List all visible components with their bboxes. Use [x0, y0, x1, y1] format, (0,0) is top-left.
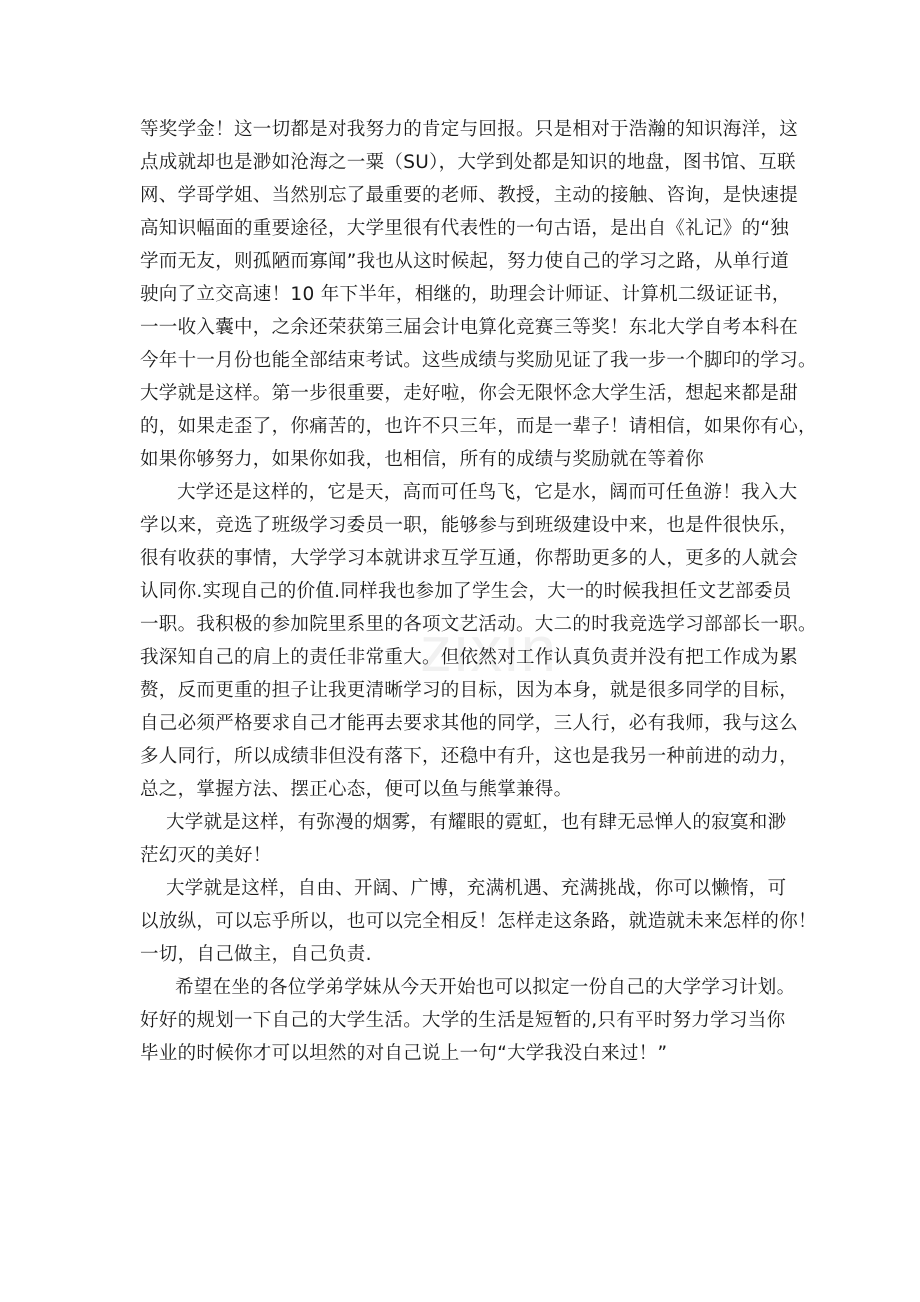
watermark: zixin [420, 613, 559, 685]
body-line: 认同你.实现自己的价值.同样我也参加了学生会，大一的时候我担任文艺部委员 [140, 581, 792, 602]
body-line: 等奖学金！这一切都是对我努力的肯定与回报。只是相对于浩瀚的知识海洋，这 [140, 119, 799, 140]
paragraph-first-line: 大学还是这样的，它是天，高而可任鸟飞，它是水，阔而可任鱼游！我入大 [177, 482, 798, 503]
body-line: 总之，掌握方法、摆正心态，便可以鱼与熊掌兼得。 [140, 779, 573, 800]
paragraph-first-line: 大学就是这样，有弥漫的烟雾，有耀眼的霓虹，也有肆无忌惮人的寂寞和渺 [166, 812, 787, 833]
body-line: 自己必须严格要求自己才能再去要求其他的同学，三人行，必有我师，我与这么 [140, 713, 799, 734]
body-line: 我深知自己的肩上的责任非常重大。但依然对工作认真负责并没有把工作成为累 [140, 647, 799, 668]
body-line: 驶向了立交高速！10 年下半年，相继的，助理会计师证、计算机二级证证书， [140, 284, 791, 305]
body-line: 今年十一月份也能全部结束考试。这些成绩与奖励见证了我一步一个脚印的学习。 [140, 350, 817, 371]
body-line: 学以来，竞选了班级学习委员一职，能够参与到班级建设中来，也是件很快乐， [140, 515, 799, 536]
paragraph-first-line: 大学就是这样，自由、开阔、广博，充满机遇、充满挑战，你可以懒惰，可 [166, 878, 787, 899]
body-line: 大学就是这样。第一步很重要，走好啦，你会无限怀念大学生活，想起来都是甜 [140, 383, 799, 404]
body-line: 学而无友，则孤陋而寡闻”我也从这时候起，努力使自己的学习之路，从单行道 [140, 251, 790, 272]
body-line: 网、学哥学姐、当然别忘了最重要的老师、教授，主动的接触、咨询，是快速提 [140, 185, 799, 206]
body-line: 点成就却也是渺如沧海之一粟（SU），大学到处都是知识的地盘，图书馆、互联 [140, 152, 796, 173]
body-line: 的，如果走歪了，你痛苦的，也许不只三年，而是一辈子！请相信，如果你有心， [140, 416, 817, 437]
body-line: 一职。我积极的参加院里系里的各项文艺活动。大二的时我竞选学习部部长一职。 [140, 614, 817, 635]
body-line: 多人同行，所以成绩非但没有落下，还稳中有升，这也是我另一种前进的动力， [140, 746, 799, 767]
body-line: 赘，反而更重的担子让我更清晰学习的目标，因为本身，就是很多同学的目标， [140, 680, 799, 701]
body-line: 高知识幅面的重要途径，大学里很有代表性的一句古语，是出自《礼记》的“独 [140, 218, 790, 239]
body-line: 好好的规划一下自己的大学生活。大学的生活是短暂的,只有平时努力学习当你 [140, 1010, 786, 1031]
body-line: 一一收入囊中，之余还荣获第三届会计电算化竞赛三等奖！东北大学自考本科在 [140, 317, 799, 338]
body-line: 毕业的时候你才可以坦然的对自己说上一句“大学我没白来过！” [140, 1043, 668, 1064]
body-line: 以放纵，可以忘乎所以，也可以完全相反！怎样走这条路，就造就未来怎样的你！ [140, 911, 817, 932]
body-line: 一切，自己做主，自己负责. [140, 944, 372, 965]
body-line: 如果你够努力，如果你如我，也相信，所有的成绩与奖励就在等着你 [140, 449, 705, 470]
paragraph-first-line: 希望在坐的各位学弟学妹从今天开始也可以拟定一份自己的大学学习计划。 [175, 977, 796, 998]
body-line: 很有收获的事情，大学学习本就讲求互学互通，你帮助更多的人，更多的人就会 [140, 548, 799, 569]
body-line: 茫幻灭的美好！ [140, 845, 272, 866]
